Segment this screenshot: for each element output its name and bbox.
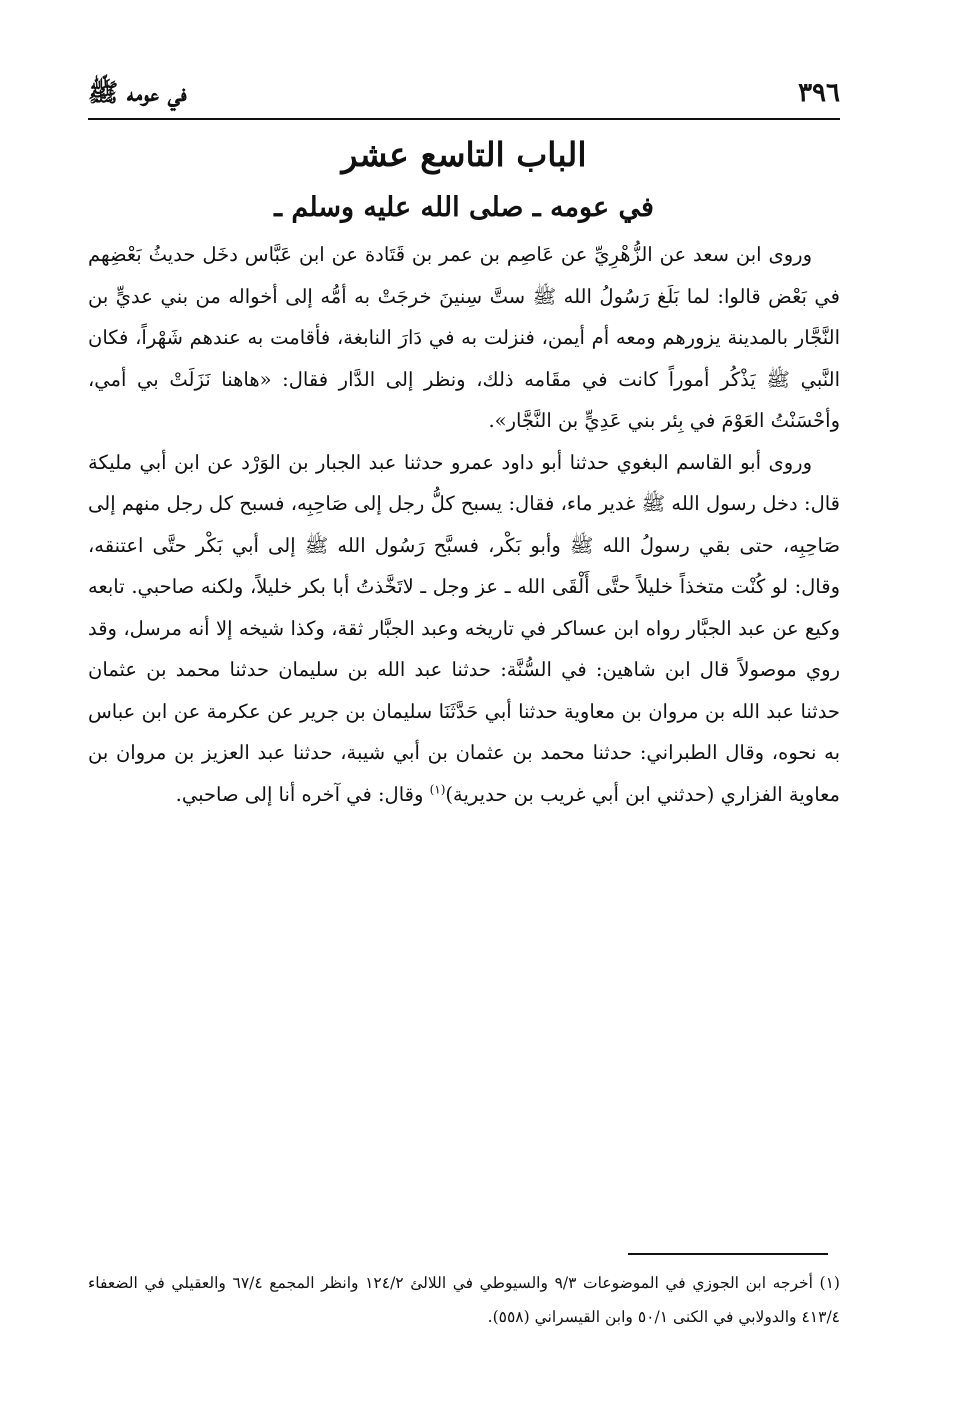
running-title: في عومه ﷺ xyxy=(88,78,187,107)
page-number: ٣٩٦ xyxy=(798,78,840,108)
paragraph-1: وروى ابن سعد عن الزُّهْرِيِّ عن عَاصِم بن عمر بن قَتَادة عن ابن عَبَّاس دخَل حديثُ بَعْضِهم في بَعْض قالوا: لما بَلَغ رَسُولُ الله ﷺ ستَّ سِنينَ خرجَتْ به أمُّه إلى أخواله من بني عديٍّ بن النَّجَّار بالمدينة يزورهم ومعه أم أيمن، فنزلت به في دَارَ النابغة، فأقامت به عندهم شَهْراً، فكان النَّبي ﷺ يَذْكُر أموراً كانت في مقَامه ذلك، ونظر إلى الدَّار فقال: «هاهنا نَزَلَتْ بي أمي، وأحْسَنْتُ العَوْمَ في بِئر بني عَدِيٍّ بن النَّجَّار». xyxy=(88,243,840,432)
header-rule xyxy=(88,118,840,120)
paragraph-2-text: وروى أبو القاسم البغوي حدثنا أبو داود عمرو حدثنا عبد الجبار بن الوَرْد عن ابن أبي مليكة قال: دخل رسول الله ﷺ غدير ماء، فقال: يسبح كلُّ رجل إلى صَاحِبِه، فسبح كل رجل منهم إلى صَاحِبِه، حتى بقي رسولُ الله ﷺ وأبو بَكْر، فسبَّح رَسُول الله ﷺ إلى أبي بَكْر حتَّى اعتنقه، وقال: لو كُنْت متخذاً خليلاً حتَّى أَلْقَى الله ـ عز وجل ـ لاتَخَّذتُ أبا بكر خليلاً، ولكنه صاحبي. تابعه وكيع عن عبد الجبَّار رواه ابن عساكر في تاريخه وعبد الجبَّار ثقة، وكذا شيخه إلا أنه مرسل، وقد روي موصولاً قال ابن شاهين: في السُّنَّة: حدثنا عبد الله بن سليمان حدثنا محمد بن عثمان حدثنا عبد الله بن مروان بن معاوية حدثنا أبي حَدَّثَنَا سليمان بن جرير عن عكرمة عن ابن عباس به نحوه، وقال الطبراني: حدثنا محمد بن عثمان بن أبي شيبة، حدثنا عبد العزيز بن مروان بن معاوية الفزاري (حدثني ابن أبي غريب بن حديرية) xyxy=(88,450,840,806)
footnote-rule xyxy=(628,1253,828,1255)
chapter-title: الباب التاسع عشر xyxy=(341,135,587,174)
paragraph-2-tail: وقال: في آخره أنا إلى صاحبي. xyxy=(175,782,430,806)
paragraph-2 xyxy=(88,442,840,816)
footnote: (١) أخرجه ابن الجوزي في الموضوعات ٩/٣ والسيوطي في اللالئ ١٢٤/٢ وانظر المجمع ٦٧/٤ والعقيلي في الضعفاء ٤١٣/٤ والدولابي في الكنى ٥٠/١ وابن القيسراني (٥٥٨). xyxy=(88,1274,840,1326)
chapter-subtitle: في عومه ـ صلى الله عليه وسلم ـ xyxy=(274,192,654,223)
body-text xyxy=(88,234,840,815)
footnote-marker: (١) xyxy=(429,782,446,796)
page-header xyxy=(88,76,840,116)
